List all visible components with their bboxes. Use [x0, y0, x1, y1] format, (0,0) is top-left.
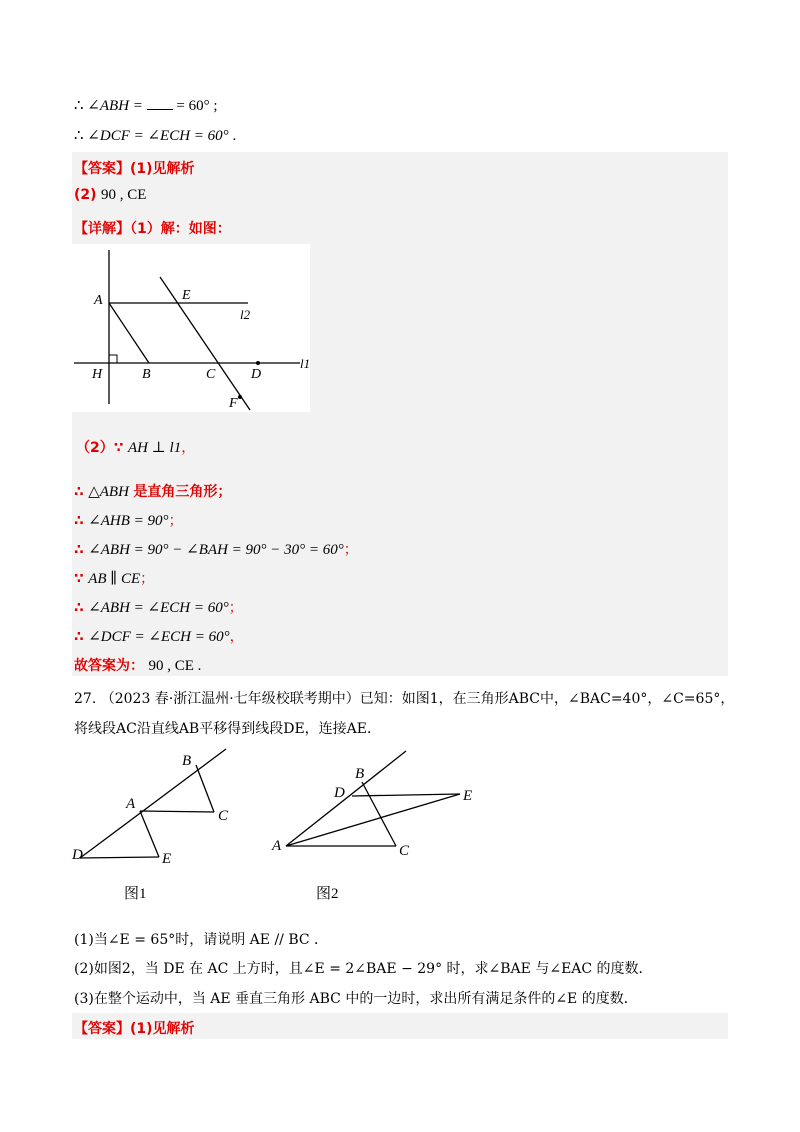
therefore-symbol: ∴: [74, 128, 84, 144]
fig1-segment-ae: [140, 811, 159, 857]
answer-2-value: 90 , CE: [101, 187, 147, 203]
point-f-dot: [238, 395, 242, 399]
segment-ab: [109, 303, 149, 363]
solution-line-8: 故答案为： 90 , CE .: [74, 658, 202, 674]
problem-source: （2023 春·浙江温州·七年级校联考期中）: [100, 691, 360, 707]
eq-60: = 60° ;: [176, 98, 218, 114]
angle-abh-text: ∠ABH =: [87, 98, 143, 114]
fill-blank: [147, 97, 173, 110]
top-line-2: ∴ ∠DCF = ∠ECH = 60° .: [74, 128, 237, 144]
detail-tag: 【详解】（1）解：如图：: [74, 221, 231, 237]
fig2-label-E: E: [463, 788, 473, 804]
fig1-label-D: D: [72, 847, 83, 863]
label-F: F: [229, 396, 238, 411]
line-ef: [160, 277, 250, 410]
label-l1: l1: [300, 356, 310, 371]
top-line-1: [74, 96, 218, 115]
fig2-label-D: D: [334, 785, 345, 801]
fig2-label-A: A: [272, 838, 282, 854]
solution-line-4: ∴ ∠ABH = 90° − ∠BAH = 90° − 30° = 60°；: [74, 542, 358, 558]
problem-27-line-2: 将线段AC沿直线AB平移得到线段DE，连接AE．: [74, 721, 381, 737]
label-A: A: [94, 293, 103, 308]
solution-line-3: ∴ ∠AHB = 90°；: [74, 513, 183, 529]
label-B: B: [142, 367, 151, 382]
fig1-label-B: B: [182, 753, 192, 769]
point-d-dot: [256, 361, 260, 365]
caption-figure-2: 图2: [316, 886, 339, 902]
fig1-segment-ac: [140, 811, 214, 812]
label-C: C: [206, 367, 216, 382]
answer-tag-2: 【答案】(1)见解析: [74, 1021, 195, 1037]
solution-line-2: ∴ △ABH 是直角三角形；: [74, 484, 232, 500]
fig1-label-C: C: [218, 808, 229, 824]
therefore-symbol: ∴: [74, 98, 84, 114]
caption-figure-1: 图1: [124, 886, 147, 902]
problem-27-line-1: [74, 688, 734, 708]
fig1-label-E: E: [162, 851, 172, 867]
solution-line-1: （2）∵ AH ⊥ l1，: [76, 440, 196, 456]
solution-line-7: ∴ ∠DCF = ∠ECH = 60°，: [74, 629, 244, 645]
fig2-label-B: B: [355, 766, 365, 782]
answer-tag: 【答案】(1)见解析: [74, 161, 195, 177]
fig1-label-A: A: [126, 796, 136, 812]
fig1-segment-bc: [196, 765, 214, 812]
problem-number: 27.: [74, 691, 97, 707]
label-E: E: [182, 288, 191, 303]
question-1: (1)当∠E = 65°时，请说明 AE // BC ．: [74, 932, 329, 948]
right-angle-mark: [109, 355, 117, 363]
label-H: H: [92, 367, 103, 382]
solution-line-6: ∴ ∠ABH = ∠ECH = 60°；: [74, 600, 243, 616]
question-2: (2)如图2，当 DE 在 AC 上方时，且∠E = 2∠BAE − 29° 时，求∠BAE 与∠EAC 的度数．: [74, 961, 653, 977]
question-3: (3)在整个运动中，当 AE 垂直三角形 ABC 中的一边时，求出所有满足条件的∠E 的度数．: [74, 991, 638, 1007]
geometry-figure-1: [72, 244, 310, 412]
top-line-2-text: ∠DCF = ∠ECH = 60°: [87, 128, 229, 144]
problem-statement-1: 已知：如图1，在三角形ABC中，∠BAC=40°，∠C=65°，: [359, 691, 735, 707]
solution-line-5: ∵ AB ∥ CE；: [74, 571, 155, 587]
label-D: D: [251, 367, 262, 382]
label-l2: l2: [240, 307, 251, 322]
answer-line-2: (2) 90 , CE: [74, 187, 147, 203]
fig1-segment-de: [80, 857, 159, 858]
fig2-label-C: C: [399, 843, 410, 859]
